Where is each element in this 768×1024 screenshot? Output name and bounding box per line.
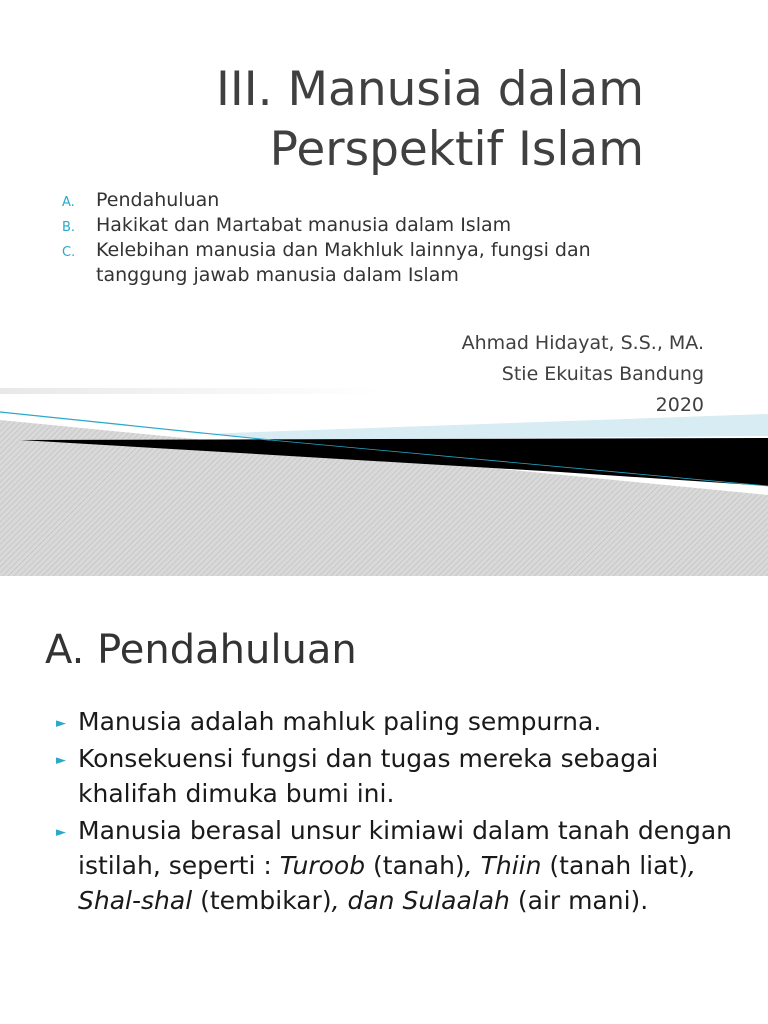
bullet-text bbox=[78, 816, 732, 915]
outline-marker: A. bbox=[62, 195, 75, 210]
bullet-arrow-icon: ► bbox=[56, 716, 66, 731]
bullet-list bbox=[56, 704, 736, 920]
title-line-2: Perspektif Islam bbox=[269, 122, 644, 177]
institution-name: Stie Ekuitas Bandung bbox=[501, 363, 704, 385]
outline-text: Pendahuluan bbox=[96, 189, 220, 211]
bullet-arrow-icon: ► bbox=[56, 825, 66, 840]
decorative-swoosh bbox=[0, 380, 768, 576]
text-segment: Manusia berasal unsur kimiawi dalam tanah dengan istilah, seperti : bbox=[78, 816, 733, 880]
comma-italic: , dan bbox=[331, 886, 403, 915]
outline-marker: B. bbox=[62, 220, 76, 235]
term-shal-shal: Shal-shal bbox=[78, 886, 193, 915]
bullet-item bbox=[56, 813, 736, 918]
outline-list bbox=[62, 188, 662, 288]
outline-item bbox=[62, 213, 662, 238]
year: 2020 bbox=[655, 394, 704, 416]
term-turoob: Turoob bbox=[279, 851, 366, 880]
bullet-text: Manusia adalah mahluk paling sempurna. bbox=[78, 707, 602, 736]
term-thiin: Thiin bbox=[480, 851, 542, 880]
bullet-item bbox=[56, 704, 736, 739]
term-sulaalah: Sulaalah bbox=[402, 886, 510, 915]
top-strip bbox=[0, 388, 380, 394]
title-line-1: III. Manusia dalam bbox=[216, 62, 644, 117]
text-segment: (tanah liat) bbox=[541, 851, 688, 880]
bullet-arrow-icon: ► bbox=[56, 753, 66, 768]
text-segment: (air mani). bbox=[509, 886, 649, 915]
outline-item bbox=[62, 238, 662, 288]
outline-text: Hakikat dan Martabat manusia dalam Islam bbox=[96, 214, 512, 236]
author-name: Ahmad Hidayat, S.S., MA. bbox=[461, 332, 704, 354]
content-slide bbox=[0, 586, 768, 1024]
text-segment: (tembikar) bbox=[192, 886, 332, 915]
bullet-item bbox=[56, 741, 736, 811]
outline-marker: C. bbox=[62, 245, 76, 260]
comma-italic: , bbox=[464, 851, 481, 880]
text-segment: (tanah) bbox=[365, 851, 465, 880]
outline-text: Kelebihan manusia dan Makhluk lainnya, fungsi dan tanggung jawab manusia dalam Islam bbox=[96, 239, 591, 286]
slide-title bbox=[44, 60, 644, 180]
section-title: A. Pendahuluan bbox=[45, 627, 357, 673]
comma-italic: , bbox=[687, 851, 696, 880]
outline-item bbox=[62, 188, 662, 213]
bullet-text: Konsekuensi fungsi dan tugas mereka sebagai khalifah dimuka bumi ini. bbox=[78, 744, 659, 808]
